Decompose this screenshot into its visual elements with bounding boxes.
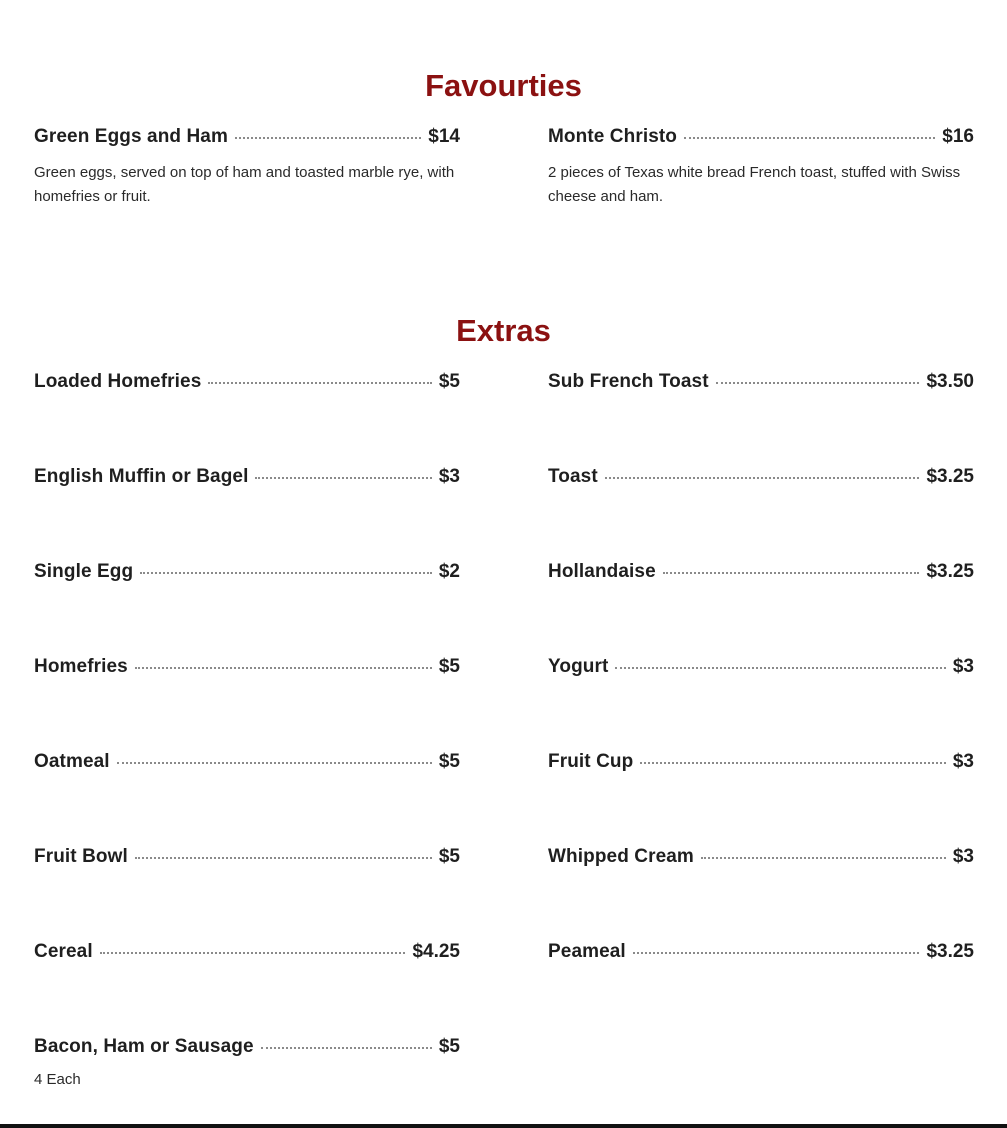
menu-item xyxy=(34,466,460,492)
item-price: $5 xyxy=(438,656,460,677)
dot-leader xyxy=(605,476,920,479)
menu-item xyxy=(34,371,460,397)
item-price: $3 xyxy=(952,846,974,867)
dot-leader xyxy=(640,761,946,764)
item-price: $3 xyxy=(952,656,974,677)
item-price: $5 xyxy=(438,371,460,392)
item-name: Loaded Homefries xyxy=(34,371,202,392)
menu-item xyxy=(548,751,974,777)
menu-item xyxy=(34,561,460,587)
menu-item xyxy=(34,941,460,967)
dot-leader xyxy=(615,666,945,669)
dot-leader xyxy=(235,136,421,139)
dot-leader xyxy=(663,571,920,574)
item-price: $5 xyxy=(438,846,460,867)
item-price: $3.50 xyxy=(926,371,974,392)
dot-leader xyxy=(261,1046,432,1049)
dot-leader xyxy=(135,666,432,669)
menu-item xyxy=(34,846,460,872)
item-name: Peameal xyxy=(548,941,626,962)
item-name: English Muffin or Bagel xyxy=(34,466,249,487)
item-price: $3.25 xyxy=(926,466,974,487)
item-name: Single Egg xyxy=(34,561,134,582)
item-name: Cereal xyxy=(34,941,93,962)
menu-item xyxy=(548,656,974,682)
dot-leader xyxy=(255,476,431,479)
bottom-divider xyxy=(0,1124,1007,1128)
item-name: Green Eggs and Ham xyxy=(34,126,228,147)
dot-leader xyxy=(684,136,935,139)
menu-item xyxy=(548,126,974,209)
menu-item xyxy=(548,371,974,397)
item-name: Toast xyxy=(548,466,598,487)
extras-title: Extras xyxy=(456,313,551,348)
menu-item xyxy=(548,846,974,872)
menu-item xyxy=(548,561,974,587)
item-price: $2 xyxy=(438,561,460,582)
item-name: Fruit Cup xyxy=(548,751,634,772)
menu-item xyxy=(34,126,460,209)
item-price: $5 xyxy=(438,751,460,772)
dot-leader xyxy=(100,951,406,954)
menu-item xyxy=(34,1036,460,1088)
item-price: $14 xyxy=(428,126,460,147)
item-name: Bacon, Ham or Sausage xyxy=(34,1036,254,1057)
dot-leader xyxy=(633,951,920,954)
menu-item xyxy=(548,466,974,492)
dot-leader xyxy=(208,381,432,384)
favourites-title: Favourties xyxy=(425,68,582,103)
item-description: Green eggs, served on top of ham and toasted marble rye, with homefries or fruit. xyxy=(34,164,455,205)
dot-leader xyxy=(701,856,946,859)
dot-leader xyxy=(716,381,920,384)
item-name: Whipped Cream xyxy=(548,846,694,867)
item-price: $3.25 xyxy=(926,561,974,582)
menu-item xyxy=(548,941,974,967)
item-description: 2 pieces of Texas white bread French toast, stuffed with Swiss cheese and ham. xyxy=(548,164,961,205)
dot-leader xyxy=(117,761,432,764)
item-price: $4.25 xyxy=(412,941,460,962)
menu-item xyxy=(34,656,460,682)
dot-leader xyxy=(140,571,432,574)
item-price: $3.25 xyxy=(926,941,974,962)
item-name: Hollandaise xyxy=(548,561,656,582)
item-name: Fruit Bowl xyxy=(34,846,128,867)
menu-item xyxy=(34,751,460,777)
item-name: Homefries xyxy=(34,656,128,677)
item-price: $16 xyxy=(942,126,974,147)
item-price: $3 xyxy=(438,466,460,487)
item-note: 4 Each xyxy=(34,1071,81,1088)
item-name: Sub French Toast xyxy=(548,371,709,392)
item-name: Yogurt xyxy=(548,656,609,677)
item-price: $5 xyxy=(438,1036,460,1057)
item-price: $3 xyxy=(952,751,974,772)
item-name: Oatmeal xyxy=(34,751,110,772)
dot-leader xyxy=(135,856,432,859)
item-name: Monte Christo xyxy=(548,126,678,147)
